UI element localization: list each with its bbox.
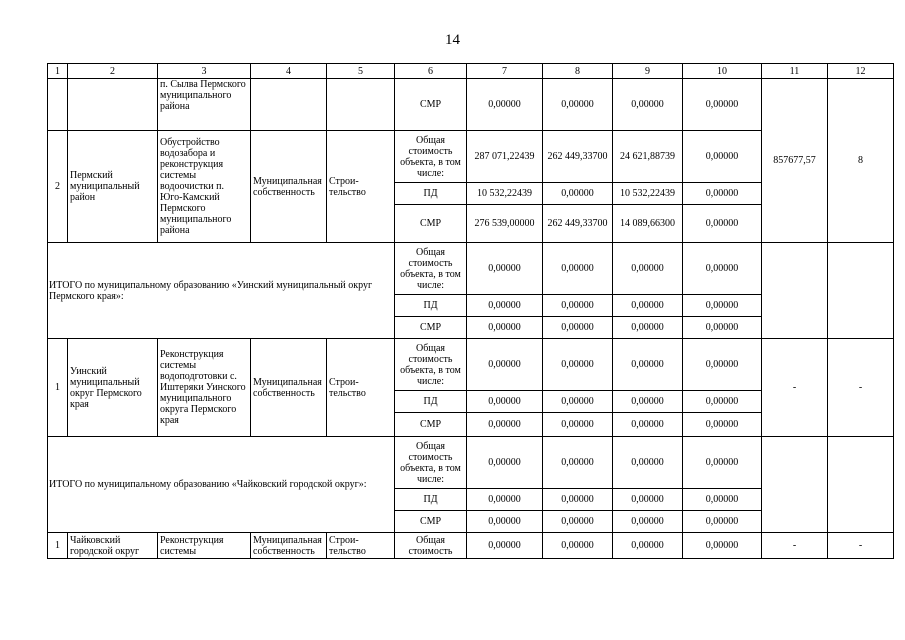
column-header: 11 (762, 64, 828, 79)
cell-col7: 0,00000 (467, 339, 543, 391)
cell-work: Строи-тельство (327, 339, 395, 437)
column-header: 8 (543, 64, 613, 79)
cell-col8: 0,00000 (543, 437, 613, 489)
cell-col11: 857677,57 (762, 79, 828, 243)
cell-cost-type: СМР (395, 317, 467, 339)
cell-col12 (828, 243, 894, 339)
cell-col8: 0,00000 (543, 489, 613, 511)
cell-col7: 0,00000 (467, 317, 543, 339)
cell-col10: 0,00000 (683, 183, 762, 205)
cell-col10: 0,00000 (683, 413, 762, 437)
cell-col10: 0,00000 (683, 131, 762, 183)
cell-col8: 0,00000 (543, 79, 613, 131)
cell-col9: 0,00000 (613, 339, 683, 391)
cell-col7: 0,00000 (467, 295, 543, 317)
cell-col8: 0,00000 (543, 533, 613, 559)
cell-col8: 0,00000 (543, 183, 613, 205)
cell-col11 (762, 437, 828, 533)
cell-col9: 0,00000 (613, 413, 683, 437)
cell-num: 1 (48, 533, 68, 559)
cell-work (327, 79, 395, 131)
cell-col12: - (828, 339, 894, 437)
table-row (48, 339, 894, 391)
cell-col12 (828, 437, 894, 533)
cell-cost-type: Общая стоимость объекта, в том числе: (395, 339, 467, 391)
column-header: 1 (48, 64, 68, 79)
cell-cost-type: Общая стоимость (395, 533, 467, 559)
cell-total-label: ИТОГО по муниципальному образованию «Чайковский городской округ»: (48, 437, 395, 533)
cell-cost-type: ПД (395, 183, 467, 205)
cell-col10: 0,00000 (683, 295, 762, 317)
cell-cost-type: СМР (395, 79, 467, 131)
cell-col7: 276 539,00000 (467, 205, 543, 243)
cell-cost-type: Общая стоимость объекта, в том числе: (395, 437, 467, 489)
cell-object: Обустройство водозабора и реконструкция системы водоочистки п. Юго-Камский Пермского муниципального района (158, 131, 251, 243)
column-header: 10 (683, 64, 762, 79)
cell-col8: 0,00000 (543, 339, 613, 391)
cell-col9: 0,00000 (613, 317, 683, 339)
cell-col9: 0,00000 (613, 437, 683, 489)
cell-col9: 0,00000 (613, 243, 683, 295)
cell-col7: 0,00000 (467, 533, 543, 559)
table-row (48, 79, 894, 131)
cell-col9: 0,00000 (613, 533, 683, 559)
column-header: 3 (158, 64, 251, 79)
cell-col8: 0,00000 (543, 317, 613, 339)
cell-col7: 0,00000 (467, 511, 543, 533)
cell-col10: 0,00000 (683, 489, 762, 511)
cell-cost-type: ПД (395, 391, 467, 413)
cell-municipality: Уинский муниципальный округ Пермского края (68, 339, 158, 437)
cell-num (48, 79, 68, 131)
cell-col7: 0,00000 (467, 243, 543, 295)
column-header: 6 (395, 64, 467, 79)
cell-col7: 0,00000 (467, 413, 543, 437)
cell-ownership: Муниципальная собственность (251, 339, 327, 437)
cell-col9: 0,00000 (613, 489, 683, 511)
cell-object: Реконструкция системы (158, 533, 251, 559)
cell-cost-type: СМР (395, 205, 467, 243)
cell-cost-type: Общая стоимость объекта, в том числе: (395, 131, 467, 183)
cell-object: Реконструкция системы водоподготовки с. Иштеряки Уинского муниципального округа Пермского края (158, 339, 251, 437)
cell-col9: 14 089,66300 (613, 205, 683, 243)
cell-col9: 0,00000 (613, 391, 683, 413)
column-header: 12 (828, 64, 894, 79)
cell-col8: 0,00000 (543, 391, 613, 413)
column-header: 5 (327, 64, 395, 79)
cell-col10: 0,00000 (683, 205, 762, 243)
cell-col8: 0,00000 (543, 511, 613, 533)
cell-col7: 0,00000 (467, 79, 543, 131)
page-number: 14 (445, 32, 460, 48)
cell-ownership: Муниципальная собственность (251, 131, 327, 243)
column-header: 4 (251, 64, 327, 79)
column-number-row (48, 64, 894, 79)
cell-work: Строи-тельство (327, 131, 395, 243)
cell-num: 1 (48, 339, 68, 437)
cell-col7: 0,00000 (467, 391, 543, 413)
cell-col12: - (828, 533, 894, 559)
cell-cost-type: СМР (395, 413, 467, 437)
cell-col11 (762, 243, 828, 339)
cell-col8: 0,00000 (543, 413, 613, 437)
column-header: 2 (68, 64, 158, 79)
table-row (48, 243, 894, 295)
cell-col10: 0,00000 (683, 243, 762, 295)
cell-col7: 0,00000 (467, 437, 543, 489)
cell-municipality (68, 79, 158, 131)
cell-ownership: Муниципальная собственность (251, 533, 327, 559)
cell-cost-type: ПД (395, 295, 467, 317)
cell-ownership (251, 79, 327, 131)
cell-col10: 0,00000 (683, 317, 762, 339)
cell-col7: 10 532,22439 (467, 183, 543, 205)
cell-col10: 0,00000 (683, 511, 762, 533)
cell-col9: 10 532,22439 (613, 183, 683, 205)
investment-table (47, 63, 894, 559)
table-row (48, 437, 894, 489)
cell-col7: 0,00000 (467, 489, 543, 511)
cell-cost-type: СМР (395, 511, 467, 533)
cell-num: 2 (48, 131, 68, 243)
cell-col9: 24 621,88739 (613, 131, 683, 183)
cell-col11: - (762, 533, 828, 559)
cell-total-label: ИТОГО по муниципальному образованию «Уинский муниципальный округ Пермского края»: (48, 243, 395, 339)
cell-municipality: Чайковский городской округ (68, 533, 158, 559)
cell-cost-type: Общая стоимость объекта, в том числе: (395, 243, 467, 295)
cell-work: Строи-тельство (327, 533, 395, 559)
cell-col10: 0,00000 (683, 533, 762, 559)
cell-col9: 0,00000 (613, 79, 683, 131)
cell-col7: 287 071,22439 (467, 131, 543, 183)
column-header: 9 (613, 64, 683, 79)
cell-col10: 0,00000 (683, 437, 762, 489)
cell-cost-type: ПД (395, 489, 467, 511)
cell-col10: 0,00000 (683, 79, 762, 131)
cell-col8: 0,00000 (543, 295, 613, 317)
column-header: 7 (467, 64, 543, 79)
cell-col8: 0,00000 (543, 243, 613, 295)
cell-col9: 0,00000 (613, 511, 683, 533)
cell-col8: 262 449,33700 (543, 205, 613, 243)
cell-col12: 8 (828, 79, 894, 243)
cell-col10: 0,00000 (683, 391, 762, 413)
cell-object: п. Сылва Пермского муниципального района (158, 79, 251, 131)
cell-municipality: Пермский муниципальный район (68, 131, 158, 243)
cell-col11: - (762, 339, 828, 437)
cell-col9: 0,00000 (613, 295, 683, 317)
table-row (48, 533, 894, 559)
cell-col10: 0,00000 (683, 339, 762, 391)
cell-col8: 262 449,33700 (543, 131, 613, 183)
